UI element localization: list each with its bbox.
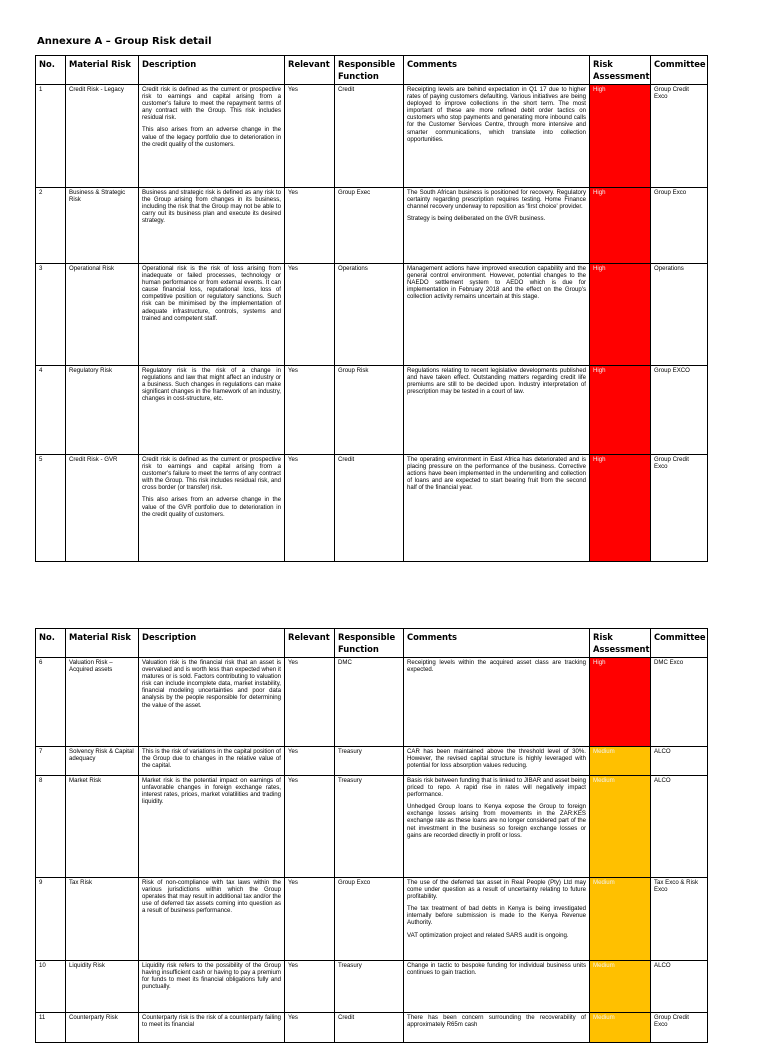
cell-committee: Group EXCO	[651, 366, 708, 455]
col-header-material-risk: Material Risk	[66, 56, 139, 85]
risk-level-label: High	[593, 456, 606, 463]
cell-comments	[404, 264, 590, 366]
cell-comments-paragraph: Receipting levels within the acquired asset class are tracking expected.	[407, 659, 586, 674]
table-row	[36, 658, 708, 747]
cell-risk-assessment	[590, 264, 651, 366]
cell-material-risk: Credit Risk - GVR	[66, 455, 139, 562]
cell-relevant: Yes	[285, 366, 335, 455]
col-header-no: No.	[36, 56, 66, 85]
cell-comments-paragraph: Strategy is being deliberated on the GVR business.	[407, 215, 546, 223]
col-header-risk-assessment: Risk Assessment	[590, 56, 651, 85]
cell-comments	[404, 1013, 590, 1043]
cell-comments-paragraph: Unhedged Group loans to Kenya expose the Group to foreign exchange losses arising from movements in the ZAR:KES exchange rate as these loans are no longer considered part of the net investment in the business so foreign exchange losses or gains are recorded directly in profit or loss.	[407, 803, 586, 839]
cell-material-risk: Valuation Risk – Acquired assets	[66, 658, 139, 747]
cell-comments	[404, 747, 590, 776]
col-header-no: No.	[36, 629, 66, 658]
cell-description	[139, 455, 285, 562]
risk-level-label: High	[593, 265, 606, 272]
cell-relevant: Yes	[285, 776, 335, 878]
cell-relevant: Yes	[285, 455, 335, 562]
cell-description	[139, 264, 285, 366]
cell-comments-paragraph: Regulations relating to recent legislative developments published and have taken effect. Outstanding matters regarding credit life premiums are still to be decided upon. Industry interpretation of prescription may be tested in a court of law.	[407, 367, 586, 396]
cell-relevant: Yes	[285, 1013, 335, 1043]
col-header-comments: Comments	[404, 56, 590, 85]
risk-level-label: Medium	[593, 879, 615, 886]
cell-comments-paragraph: The operating environment in East Africa has deteriorated and is placing pressure on the performance of the business. Corrective actions have been implemented in the underwriting and collection of loans and are expected to start bearing fruit from the second half of the financial year.	[407, 456, 586, 492]
cell-responsible-function: Group Exco	[335, 878, 404, 961]
cell-description	[139, 776, 285, 878]
cell-comments-paragraph: CAR has been maintained above the threshold level of 30%. However, the revised capital structure is highly leveraged with potential for loss absorption values reducing.	[407, 748, 586, 770]
cell-responsible-function: Credit	[335, 1013, 404, 1043]
cell-responsible-function: Treasury	[335, 776, 404, 878]
cell-committee: Group Exco	[651, 188, 708, 264]
cell-description-paragraph: Regulatory risk is the risk of a change in regulations and law that might affect an industry or a business. Such changes in regulations can make significant changes in the framework of an industry, changes in cost-structure, etc.	[142, 367, 281, 403]
cell-comments-paragraph: The use of the deferred tax asset in Real People (Pty) Ltd may come under question as a result of uncertainty relating to future profitability.	[407, 879, 586, 901]
cell-risk-assessment	[590, 658, 651, 747]
cell-responsible-function: Treasury	[335, 747, 404, 776]
cell-risk-assessment	[590, 961, 651, 1013]
cell-description	[139, 658, 285, 747]
col-header-relevant: Relevant	[285, 56, 335, 85]
cell-no: 1	[36, 85, 66, 188]
col-header-relevant: Relevant	[285, 629, 335, 658]
cell-responsible-function: DMC	[335, 658, 404, 747]
cell-comments-paragraph: VAT optimization project and related SARS audit is ongoing.	[407, 931, 569, 939]
table-row	[36, 1013, 708, 1043]
cell-description-paragraph: This also arises from an adverse change in the value of the GVR portfolio due to deterioration in the credit quality of customers.	[142, 496, 281, 518]
cell-material-risk: Regulatory Risk	[66, 366, 139, 455]
cell-description-paragraph: Market risk is the potential impact on earnings of unfavorable changes in foreign exchange rates, interest rates, prices, market volatilities and trading liquidity.	[142, 777, 281, 806]
cell-material-risk: Tax Risk	[66, 878, 139, 961]
table-header-row	[36, 629, 708, 658]
col-header-responsible-function: Responsible Function	[335, 629, 404, 658]
cell-description	[139, 961, 285, 1013]
cell-no: 10	[36, 961, 66, 1013]
cell-comments	[404, 366, 590, 455]
table-row	[36, 878, 708, 961]
cell-comments-paragraph: The South African business is positioned for recovery. Regulatory certainty regarding prescription requires testing. Home Finance channel recovery underway to reposition as 'first choice' provider.	[407, 189, 586, 211]
cell-no: 3	[36, 264, 66, 366]
table-row	[36, 961, 708, 1013]
cell-committee: ALCO	[651, 747, 708, 776]
cell-committee: Tax Exco & Risk Exco	[651, 878, 708, 961]
cell-relevant: Yes	[285, 85, 335, 188]
col-header-responsible-function: Responsible Function	[335, 56, 404, 85]
cell-committee: ALCO	[651, 961, 708, 1013]
cell-comments-paragraph: There has been concern surrounding the recoverability of approximately R65m cash	[407, 1014, 586, 1029]
cell-comments-paragraph: Receipting levels are behind expectation in Q1 17 due to higher rates of paying customers defaulting. Various initiatives are being deployed to improve collections in the short term. The most important of these are more refined debit order tactics on customers who stop payments and generating more inbound calls for the Customer Services Centre, through more intensive and smarter communications, which translate into collection opportunities.	[407, 86, 586, 143]
table-row	[36, 264, 708, 366]
cell-description	[139, 85, 285, 188]
cell-relevant: Yes	[285, 961, 335, 1013]
cell-committee: Group Credit Exco	[651, 455, 708, 562]
cell-comments	[404, 658, 590, 747]
cell-no: 4	[36, 366, 66, 455]
cell-description	[139, 747, 285, 776]
cell-comments	[404, 878, 590, 961]
cell-risk-assessment	[590, 366, 651, 455]
cell-committee: Operations	[651, 264, 708, 366]
cell-description	[139, 188, 285, 264]
risk-table-2	[35, 628, 708, 1043]
risk-level-label: High	[593, 86, 606, 93]
cell-risk-assessment	[590, 455, 651, 562]
cell-comments	[404, 188, 590, 264]
cell-no: 7	[36, 747, 66, 776]
cell-no: 5	[36, 455, 66, 562]
cell-relevant: Yes	[285, 188, 335, 264]
cell-description-paragraph: Valuation risk is the financial risk that an asset is overvalued and is worth less than expected when it matures or is sold. Factors contributing to valuation risk can include incomplete data, market instability, financial modeling uncertainties and poor data analysis by the people responsible for determining the value of the asset.	[142, 659, 281, 709]
cell-responsible-function: Treasury	[335, 961, 404, 1013]
col-header-comments: Comments	[404, 629, 590, 658]
cell-no: 2	[36, 188, 66, 264]
cell-description-paragraph: Risk of non-compliance with tax laws within the various jurisdictions within which the Group operates that may result in additional tax and/or the use of deferred tax assets coming into question as a result of business performance.	[142, 879, 281, 915]
table-row	[36, 366, 708, 455]
cell-description-paragraph: Liquidity risk refers to the possibility of the Group having insufficient cash or having to pay a premium for funds to meet its financial obligations fully and punctually.	[142, 962, 281, 991]
cell-responsible-function: Group Exec	[335, 188, 404, 264]
cell-description-paragraph: This is the risk of variations in the capital position of the Group due to changes in the relative value of the capital.	[142, 748, 281, 770]
cell-comments-paragraph: Basis risk between funding that is linked to JIBAR and asset being priced to repo. A rapid rise in rates will negatively impact performance.	[407, 777, 586, 799]
cell-risk-assessment	[590, 85, 651, 188]
cell-description	[139, 1013, 285, 1043]
risk-level-label: Medium	[593, 777, 615, 784]
risk-level-label: Medium	[593, 1014, 615, 1021]
cell-relevant: Yes	[285, 264, 335, 366]
cell-committee: Group Credit Exco	[651, 85, 708, 188]
cell-description-paragraph: Operational risk is the risk of loss arising from inadequate or failed processes, technology or human performance or from external events. It can cause financial loss, reputational loss, loss of competitive position or regulatory sanctions. Such risk can be minimised by the implementation of adequate infrastructure, controls, systems and trained and competent staff.	[142, 265, 281, 322]
cell-description	[139, 878, 285, 961]
cell-risk-assessment	[590, 1013, 651, 1043]
cell-material-risk: Counterparty Risk	[66, 1013, 139, 1043]
cell-relevant: Yes	[285, 878, 335, 961]
cell-material-risk: Solvency Risk & Capital adequacy	[66, 747, 139, 776]
cell-no: 8	[36, 776, 66, 878]
col-header-material-risk: Material Risk	[66, 629, 139, 658]
cell-comments	[404, 455, 590, 562]
col-header-committee: Committee	[651, 56, 708, 85]
table-header-row	[36, 56, 708, 85]
cell-committee: Group Credit Exco	[651, 1013, 708, 1043]
cell-relevant: Yes	[285, 747, 335, 776]
cell-comments	[404, 85, 590, 188]
table-row	[36, 85, 708, 188]
cell-risk-assessment	[590, 878, 651, 961]
risk-level-label: High	[593, 189, 606, 196]
risk-level-label: High	[593, 367, 606, 374]
col-header-description: Description	[139, 56, 285, 85]
risk-table-1	[35, 55, 708, 562]
table-row	[36, 747, 708, 776]
risk-level-label: Medium	[593, 962, 615, 969]
table-row	[36, 455, 708, 562]
cell-responsible-function: Group Risk	[335, 366, 404, 455]
cell-comments-paragraph: The tax treatment of bad debts in Kenya is being investigated internally before submission is made to the Kenya Revenue Authority.	[407, 905, 586, 927]
cell-material-risk: Operational Risk	[66, 264, 139, 366]
cell-comments	[404, 961, 590, 1013]
cell-description-paragraph: Counterparty risk is the risk of a counterparty failing to meet its financial	[142, 1014, 281, 1029]
cell-description-paragraph: This also arises from an adverse change in the value of the legacy portfolio due to deterioration in the credit quality of the customers.	[142, 126, 281, 148]
cell-risk-assessment	[590, 188, 651, 264]
cell-comments	[404, 776, 590, 878]
cell-responsible-function: Credit	[335, 455, 404, 562]
cell-risk-assessment	[590, 776, 651, 878]
col-header-description: Description	[139, 629, 285, 658]
cell-no: 9	[36, 878, 66, 961]
cell-responsible-function: Operations	[335, 264, 404, 366]
cell-relevant: Yes	[285, 658, 335, 747]
cell-committee: ALCO	[651, 776, 708, 878]
table-row	[36, 776, 708, 878]
cell-no: 6	[36, 658, 66, 747]
cell-material-risk: Market Risk	[66, 776, 139, 878]
cell-description-paragraph: Credit risk is defined as the current or prospective risk to earnings and capital arising from a customer's failure to meet the terms of any contract with the Group. This risk includes residual risk, and cross border (or transfer) risk.	[142, 456, 281, 492]
cell-comments-paragraph: Change in tactic to bespoke funding for individual business units continues to gain traction.	[407, 962, 586, 977]
document-title: Annexure A – Group Risk detail	[37, 36, 212, 47]
risk-level-label: High	[593, 659, 606, 666]
cell-material-risk: Credit Risk - Legacy	[66, 85, 139, 188]
col-header-committee: Committee	[651, 629, 708, 658]
cell-no: 11	[36, 1013, 66, 1043]
col-header-risk-assessment: Risk Assessment	[590, 629, 651, 658]
cell-committee: DMC Exco	[651, 658, 708, 747]
cell-risk-assessment	[590, 747, 651, 776]
risk-level-label: Medium	[593, 748, 615, 755]
cell-description-paragraph: Business and strategic risk is defined as any risk to the Group arising from changes in its business, including the risk that the Group may not be able to carry out its business plan and execute its desired strategy.	[142, 189, 281, 225]
cell-material-risk: Business & Strategic Risk	[66, 188, 139, 264]
cell-material-risk: Liquidity Risk	[66, 961, 139, 1013]
cell-description-paragraph: Credit risk is defined as the current or prospective risk to earnings and capital arising from a customer's failure to meet the repayment terms of any contract with the Group. This risk includes residual risk.	[142, 86, 281, 122]
cell-description	[139, 366, 285, 455]
table-row	[36, 188, 708, 264]
cell-comments-paragraph: Management actions have improved execution capability and the general control environment. However, potential changes to the NAEDO settlement system to AEDO which is due for implementation in February 2018 and the effect on the Group's collection activity remains uncertain at this stage.	[407, 265, 586, 301]
cell-responsible-function: Credit	[335, 85, 404, 188]
